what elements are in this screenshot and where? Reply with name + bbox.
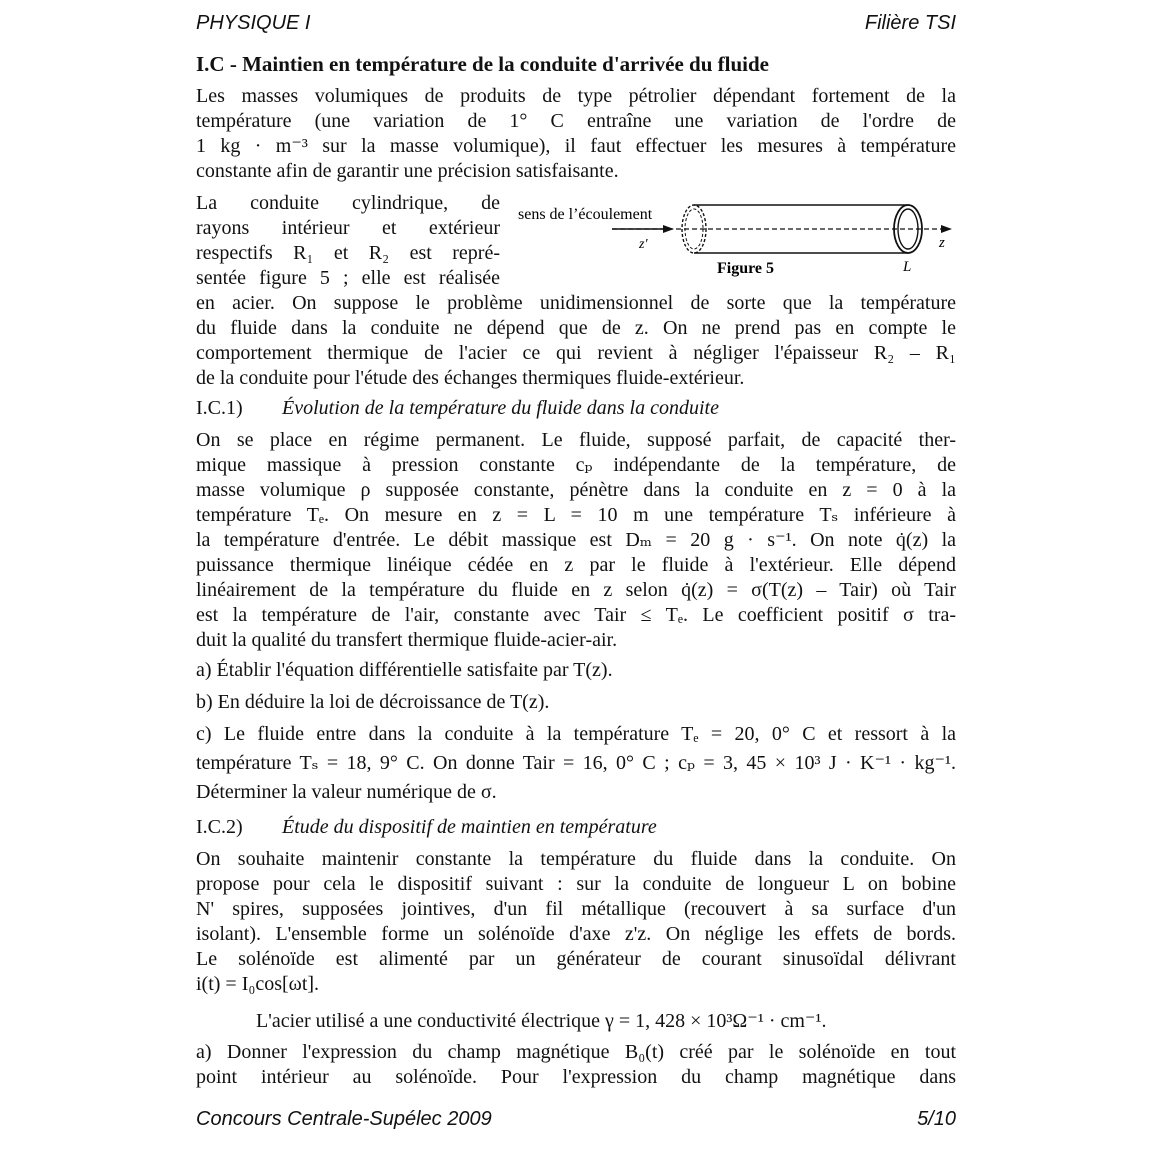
z-label: z <box>939 235 945 251</box>
subsection-number: I.C.2) <box>196 816 243 838</box>
paragraph-line: propose pour cela le dispositif suivant : sur la conduite de longueur L on bobine <box>196 873 956 895</box>
continuation-paragraph <box>196 291 956 391</box>
question-a2 <box>196 1040 956 1090</box>
paragraph-line: est la température de l'air, constante avec Tair ≤ Tₑ. Le coefficient positif σ tra- <box>196 604 956 626</box>
paragraph-line: On souhaite maintenir constante la température du fluide dans la conduite. On <box>196 848 956 870</box>
question-b-text: b) En déduire la loi de décroissance de T(z). <box>196 691 550 713</box>
continuation-line: en acier. On suppose le problème unidimensionnel de sorte que la température <box>196 292 956 314</box>
intro-paragraph <box>196 84 956 184</box>
paragraph-device <box>196 847 956 997</box>
figure-caption: Figure 5 <box>717 260 775 277</box>
subsection-2-heading <box>196 816 657 839</box>
question-a-text: a) Établir l'équation différentielle satisfaite par T(z). <box>196 659 613 681</box>
continuation-line: comportement thermique de l'acier ce qui revient à négliger l'épaisseur R₂ – R₁ <box>196 342 956 364</box>
question-a <box>196 658 956 683</box>
question-c-line: température Tₛ = 18, 9° C. On donne Tair = 16, 0° C ; cₚ = 3, 45 × 10³ J · K⁻¹ · kg⁻¹. <box>196 752 956 774</box>
subsection-title: Évolution de la température du fluide dans la conduite <box>282 397 719 419</box>
flow-arrow-icon <box>663 225 674 233</box>
paragraph-line: mique massique à pression constante cₚ indépendante de la température, de <box>196 454 956 476</box>
continuation-line: de la conduite pour l'étude des échanges thermiques fluide-extérieur. <box>196 367 745 389</box>
intro-line: constante afin de garantir une précision satisfaisante. <box>196 160 619 182</box>
intro-line: Les masses volumiques de produits de type pétrolier dépendant fortement de la <box>196 85 956 107</box>
figure-side-line: sentée figure 5 ; elle est réalisée <box>196 267 500 289</box>
paragraph-line: la température d'entrée. Le débit massique est Dₘ = 20 g · s⁻¹. On note q̇(z) la <box>196 529 956 551</box>
paragraph-line: température Tₑ. On mesure en z = L = 10 m une température Tₛ inférieure à <box>196 504 956 526</box>
question-c <box>196 722 956 805</box>
paragraph-regime <box>196 428 956 653</box>
flow-direction-label: sens de l’écoulement <box>518 206 653 223</box>
figure-side-line: respectifs R₁ et R₂ est repré- <box>196 242 500 264</box>
subsection-title: Étude du dispositif de maintien en température <box>282 816 657 838</box>
section-title: I.C - Maintien en température de la conduite d'arrivée du fluide <box>196 52 769 76</box>
paragraph-line: puissance thermique linéique cédée en z par le fluide à l'extérieur. Elle dépend <box>196 554 956 576</box>
header-right: Filière TSI <box>864 12 956 34</box>
paragraph-line: linéairement de la température du fluide en z selon q̇(z) = σ(T(z) – Tair) où Tair <box>196 579 956 601</box>
paragraph-line: i(t) = I₀cos[ωt]. <box>196 973 320 995</box>
figure-side-line: La conduite cylindrique, de <box>196 192 500 214</box>
paragraph-line: N' spires, supposées jointives, d'un fil métallique (recouvert à sa surface d'un <box>196 898 956 920</box>
intro-line: 1 kg · m⁻³ sur la masse volumique), il faut effectuer les mesures à température <box>196 135 956 157</box>
figure-side-line: rayons intérieur et extérieur <box>196 217 500 239</box>
length-label: L <box>903 259 912 275</box>
question-b <box>196 690 956 715</box>
paragraph-line: isolant). L'ensemble forme un solénoïde d'axe z'z. On néglige les effets de bords. <box>196 923 956 945</box>
footer-left: Concours Centrale-Supélec 2009 <box>196 1108 492 1130</box>
header-left: PHYSIQUE I <box>196 12 311 34</box>
subsection-number: I.C.1) <box>196 397 243 419</box>
question-c-line: Déterminer la valeur numérique de σ. <box>196 781 497 803</box>
figure-side-text <box>196 191 500 291</box>
continuation-line: du fluide dans la conduite ne dépend que de z. On ne prend pas en compte le <box>196 317 956 339</box>
z-prime-label: z' <box>639 237 648 252</box>
paragraph-line: On se place en régime permanent. Le fluide, supposé parfait, de capacité ther- <box>196 429 956 451</box>
question-c-line: c) Le fluide entre dans la conduite à la température Tₑ = 20, 0° C et ressort à la <box>196 723 956 745</box>
axis-arrow-icon <box>941 225 952 233</box>
paragraph-line: masse volumique ρ supposée constante, pénètre dans la conduite en z = 0 à la <box>196 479 956 501</box>
footer-right: 5/10 <box>917 1108 956 1130</box>
paragraph-line: Le solénoïde est alimenté par un générateur de courant sinusoïdal délivrant <box>196 948 956 970</box>
question-a2-line: point intérieur au solénoïde. Pour l'expression du champ magnétique dans <box>196 1066 956 1088</box>
paragraph-line: duit la qualité du transfert thermique fluide-acier-air. <box>196 629 618 651</box>
question-a2-line: a) Donner l'expression du champ magnétique B₀(t) créé par le solénoïde en tout <box>196 1041 956 1063</box>
subsection-1-heading <box>196 397 719 420</box>
steel-conductivity: L'acier utilisé a une conductivité électrique γ = 1, 428 × 10³Ω⁻¹ · cm⁻¹. <box>256 1010 827 1032</box>
figure-5-pipe-diagram <box>514 196 956 282</box>
intro-line: température (une variation de 1° C entraîne une variation de l'ordre de <box>196 110 956 132</box>
